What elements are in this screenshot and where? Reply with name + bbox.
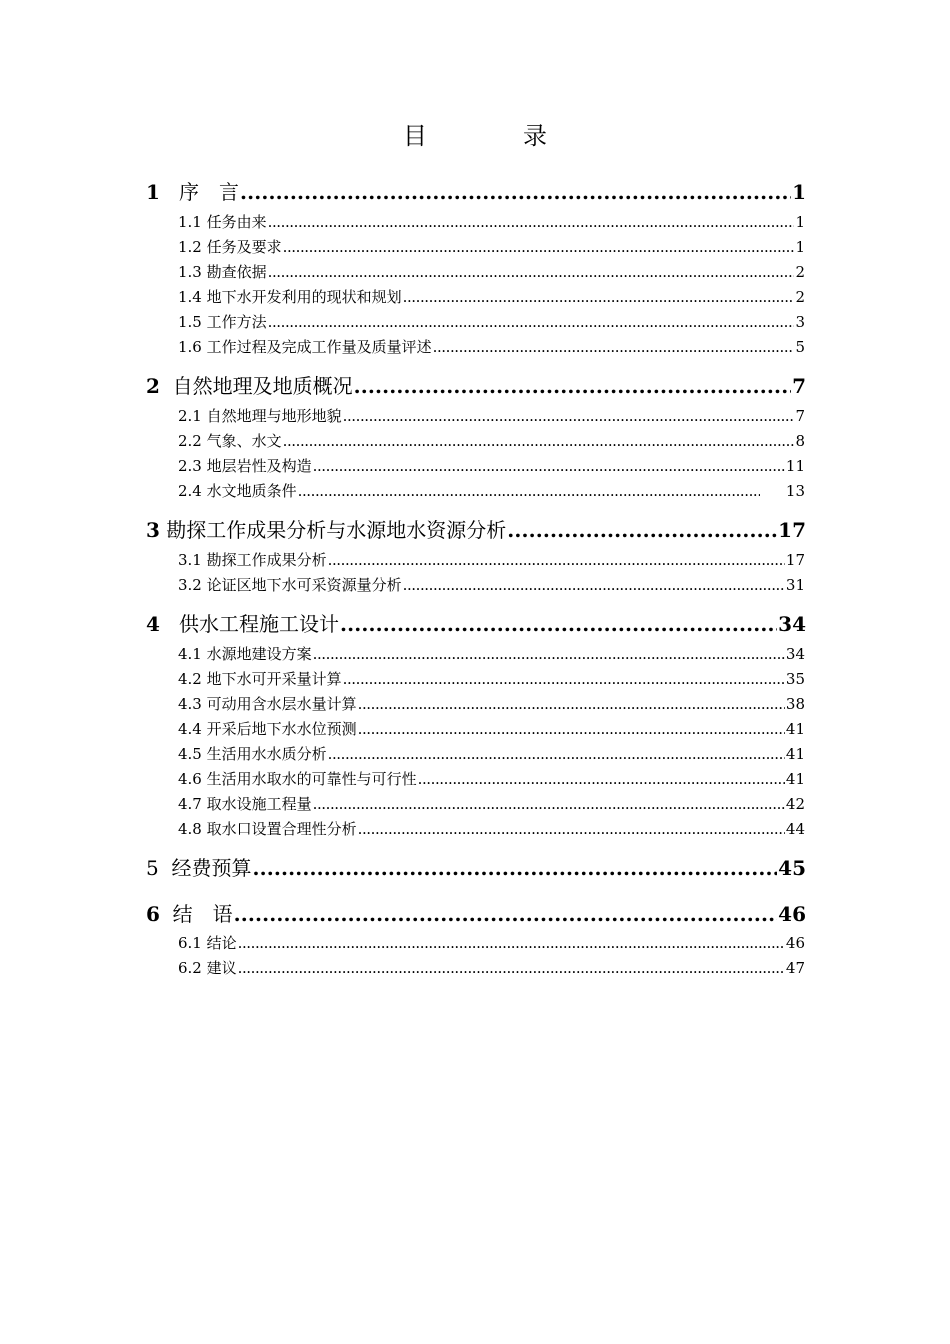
chapter-number: 2 bbox=[146, 374, 160, 398]
toc-section-1-1[interactable] bbox=[178, 211, 805, 232]
toc-section-6-1[interactable] bbox=[178, 932, 805, 953]
chapter-number: 5 bbox=[146, 856, 159, 880]
chapter-number: 3 bbox=[146, 518, 160, 542]
section-title: 1.1 任务由来 bbox=[178, 213, 267, 231]
dot-leader bbox=[343, 407, 795, 425]
toc-chapter-1[interactable] bbox=[146, 176, 806, 205]
dot-leader bbox=[358, 720, 785, 738]
toc-section-4-1[interactable] bbox=[178, 643, 805, 664]
dot-leader bbox=[354, 374, 791, 398]
section-title: 4.6 生活用水取水的可靠性与可行性 bbox=[178, 770, 417, 788]
toc-chapter-6[interactable] bbox=[146, 898, 806, 927]
dot-leader bbox=[283, 432, 795, 450]
chapter-title: 经费预算 bbox=[171, 856, 252, 880]
toc-section-1-5[interactable] bbox=[178, 311, 805, 332]
toc-section-4-7[interactable] bbox=[178, 793, 805, 814]
dot-leader bbox=[507, 518, 777, 542]
section-page-number: 7 bbox=[795, 407, 805, 425]
toc-section-2-2[interactable] bbox=[178, 430, 805, 451]
section-title: 1.4 地下水开发利用的现状和规划 bbox=[178, 288, 402, 306]
chapter-title: 结 语 bbox=[172, 902, 233, 926]
section-page-number: 41 bbox=[785, 745, 805, 763]
toc-chapter-5[interactable] bbox=[146, 852, 806, 881]
toc-section-3-2[interactable] bbox=[178, 574, 805, 595]
dot-leader bbox=[238, 934, 785, 952]
chapter-number: 6 bbox=[146, 902, 160, 926]
toc-section-2-4[interactable] bbox=[178, 480, 805, 501]
chapter-title: 序 言 bbox=[179, 180, 239, 204]
section-title: 4.2 地下水可开采量计算 bbox=[178, 670, 342, 688]
section-page-number: 1 bbox=[795, 238, 805, 256]
chapter-page-number: 46 bbox=[778, 902, 806, 926]
section-title: 3.1 勘探工作成果分析 bbox=[178, 551, 327, 569]
chapter-page-number: 1 bbox=[792, 180, 806, 204]
chapter-title: 供水工程施工设计 bbox=[179, 612, 339, 636]
chapter-page-number: 7 bbox=[792, 374, 806, 398]
dot-leader bbox=[268, 263, 795, 281]
dot-leader bbox=[313, 457, 785, 475]
chapter-page-number: 17 bbox=[778, 518, 806, 542]
chapter-page-number: 34 bbox=[778, 612, 806, 636]
toc-section-4-8[interactable] bbox=[178, 818, 805, 839]
dot-leader bbox=[268, 213, 795, 231]
section-title: 4.5 生活用水水质分析 bbox=[178, 745, 327, 763]
toc-section-1-4[interactable] bbox=[178, 286, 805, 307]
dot-leader bbox=[313, 795, 785, 813]
dot-leader bbox=[403, 576, 785, 594]
toc-section-4-5[interactable] bbox=[178, 743, 805, 764]
dot-leader bbox=[234, 902, 778, 926]
section-title: 4.8 取水口设置合理性分析 bbox=[178, 820, 357, 838]
toc-section-4-4[interactable] bbox=[178, 718, 805, 739]
section-page-number: 35 bbox=[785, 670, 805, 688]
section-title: 1.3 勘查依据 bbox=[178, 263, 267, 281]
dot-leader bbox=[358, 695, 785, 713]
chapter-title: 勘探工作成果分析与水源地水资源分析 bbox=[166, 518, 507, 542]
toc-section-6-2[interactable] bbox=[178, 957, 805, 978]
chapter-number: 1 bbox=[146, 180, 160, 204]
section-page-number: 42 bbox=[785, 795, 805, 813]
section-page-number: 41 bbox=[785, 770, 805, 788]
dot-leader bbox=[328, 551, 785, 569]
toc-section-4-2[interactable] bbox=[178, 668, 805, 689]
toc-section-1-6[interactable] bbox=[178, 336, 805, 357]
dot-leader bbox=[268, 313, 795, 331]
section-page-number: 13 bbox=[785, 482, 805, 500]
toc-chapter-2[interactable] bbox=[146, 370, 806, 399]
section-page-number: 46 bbox=[785, 934, 805, 952]
chapter-number: 4 bbox=[146, 612, 160, 636]
dot-leader bbox=[433, 338, 795, 356]
section-title: 4.4 开采后地下水水位预测 bbox=[178, 720, 357, 738]
section-title: 6.1 结论 bbox=[178, 934, 237, 952]
toc-chapter-3[interactable] bbox=[146, 514, 806, 543]
dot-leader bbox=[343, 670, 785, 688]
section-title: 1.6 工作过程及完成工作量及质量评述 bbox=[178, 338, 432, 356]
dot-leader bbox=[313, 645, 785, 663]
section-page-number: 31 bbox=[785, 576, 805, 594]
section-page-number: 2 bbox=[795, 288, 805, 306]
section-page-number: 11 bbox=[785, 457, 805, 475]
section-title: 4.7 取水设施工程量 bbox=[178, 795, 312, 813]
section-title: 4.1 水源地建设方案 bbox=[178, 645, 312, 663]
dot-leader bbox=[283, 238, 795, 256]
section-page-number: 41 bbox=[785, 720, 805, 738]
section-title: 2.2 气象、水文 bbox=[178, 432, 282, 450]
section-title: 2.3 地层岩性及构造 bbox=[178, 457, 312, 475]
section-page-number: 3 bbox=[795, 313, 805, 331]
section-title: 2.4 水文地质条件 bbox=[178, 482, 297, 500]
dot-leader bbox=[340, 612, 777, 636]
toc-section-1-3[interactable] bbox=[178, 261, 805, 282]
toc-section-1-2[interactable] bbox=[178, 236, 805, 257]
section-page-number: 8 bbox=[795, 432, 805, 450]
section-title: 3.2 论证区地下水可采资源量分析 bbox=[178, 576, 402, 594]
toc-title: 目 录 bbox=[403, 122, 583, 150]
section-title: 1.5 工作方法 bbox=[178, 313, 267, 331]
section-page-number: 44 bbox=[785, 820, 805, 838]
section-title: 1.2 任务及要求 bbox=[178, 238, 282, 256]
section-title: 6.2 建议 bbox=[178, 959, 237, 977]
dot-leader bbox=[298, 482, 760, 500]
toc-section-2-3[interactable] bbox=[178, 455, 805, 476]
toc-section-4-6[interactable] bbox=[178, 768, 805, 789]
section-page-number: 47 bbox=[785, 959, 805, 977]
section-page-number: 2 bbox=[795, 263, 805, 281]
toc-section-4-3[interactable] bbox=[178, 693, 805, 714]
section-page-number: 34 bbox=[785, 645, 805, 663]
dot-leader bbox=[240, 180, 791, 204]
section-page-number: 17 bbox=[785, 551, 805, 569]
chapter-title: 自然地理及地质概况 bbox=[172, 374, 353, 398]
section-page-number: 38 bbox=[785, 695, 805, 713]
dot-leader bbox=[358, 820, 785, 838]
toc-section-2-1[interactable] bbox=[178, 405, 805, 426]
section-title: 4.3 可动用含水层水量计算 bbox=[178, 695, 357, 713]
dot-leader bbox=[238, 959, 785, 977]
dot-leader bbox=[328, 745, 785, 763]
section-page-number: 5 bbox=[795, 338, 805, 356]
dot-leader bbox=[252, 856, 777, 880]
chapter-page-number: 45 bbox=[778, 856, 806, 880]
section-title: 2.1 自然地理与地形地貌 bbox=[178, 407, 342, 425]
dot-leader bbox=[403, 288, 795, 306]
dot-leader bbox=[418, 770, 785, 788]
toc-section-3-1[interactable] bbox=[178, 549, 805, 570]
toc-chapter-4[interactable] bbox=[146, 608, 806, 637]
section-page-number: 1 bbox=[795, 213, 805, 231]
